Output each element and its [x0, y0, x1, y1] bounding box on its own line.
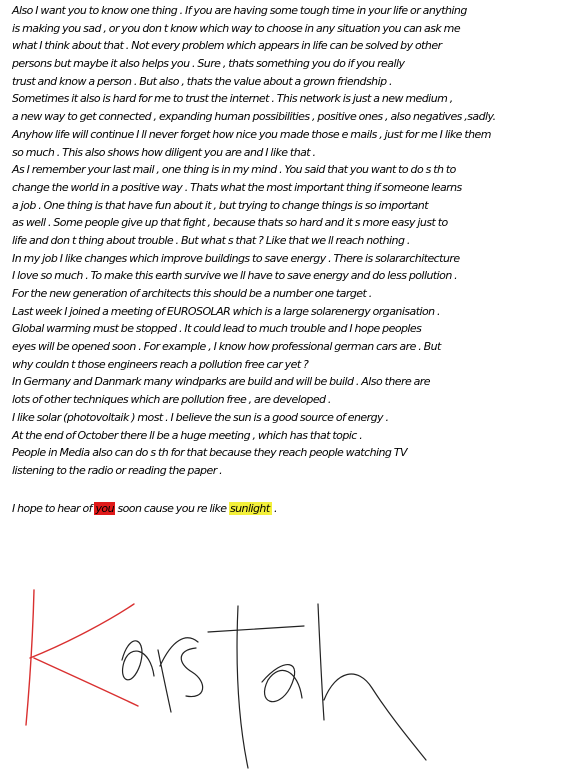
blank-line — [12, 480, 578, 498]
text-line: is making you sad , or you don t know which way to choose in any situation you can ask me — [12, 21, 461, 35]
text-line: life and don t thing about trouble . But what s that ? Like that we ll reach nothing . — [12, 233, 410, 247]
text-line: Also I want you to know one thing . If you are having some tough time in your life or anything — [12, 4, 467, 17]
signature-k-upper-arm — [30, 604, 134, 658]
handwritten-signature — [0, 570, 580, 770]
signature-e-second — [262, 665, 302, 702]
signature-e — [122, 641, 154, 680]
highlighted-word-you: you — [95, 502, 114, 516]
text-line: listening to the radio or reading the paper . — [12, 463, 223, 477]
text-line: trust and know a person . But also , thats the value about a grown friendship . — [12, 74, 392, 88]
text-line: eyes will be opened soon . For example , I know how professional german cars are . But — [12, 340, 441, 354]
text-line: a new way to get connected , expanding human possibilities , positive ones , also negatives ,sadly. — [12, 110, 496, 124]
text-line: In Germany and Danmark many windparks are build and will be build . Also there are — [12, 375, 430, 389]
text-line: as well . Some people give up that fight , because thats so hard and it s more easy just to — [12, 216, 448, 230]
text-line: In my job I like changes which improve buildings to save energy . There is solararchitecture — [12, 251, 460, 265]
letter-body — [12, 2, 578, 518]
text-line: a job . One thing is that have fun about it , but trying to change things is so important — [12, 198, 428, 212]
text-line: Global warming must be stopped . It could lead to much trouble and I hope peoples — [12, 322, 422, 336]
signature-k-lower-arm — [34, 658, 138, 706]
letter-paragraph — [12, 2, 578, 480]
text-line: lots of other techniques which are pollution free , are developed . — [12, 393, 331, 407]
signature-s — [181, 648, 202, 697]
text-line: change the world in a positive way . Thats what the most important thing if someone learns — [12, 180, 462, 194]
text-line: persons but maybe it also helps you . Sure , thats something you do if you really — [12, 57, 405, 71]
text-line: Sometimes it also is hard for me to trust the internet . This network is just a new medium , — [12, 92, 453, 106]
text-line: Anyhow life will continue I ll never forget how nice you made those e mails , just for me I like them — [12, 127, 491, 141]
closing-text-middle: soon cause you re like — [115, 502, 229, 516]
text-line: People in Media also can do s th for that because they reach people watching TV — [12, 446, 407, 460]
text-line: As I remember your last mail , one thing is in my mind . You said that you want to do s th to — [12, 163, 456, 177]
text-line: why couldn t those engineers reach a pollution free car yet ? — [12, 357, 309, 371]
signature-t-cross — [208, 626, 304, 632]
text-line: Last week I joined a meeting of EUROSOLAR which is a large solarenergy organisation . — [12, 304, 440, 318]
text-line: what I think about that . Not every problem which appears in life can be solved by other — [12, 39, 442, 53]
signature-n — [318, 604, 426, 760]
text-line: At the end of October there ll be a huge meeting , which has that topic . — [12, 428, 363, 442]
highlighted-word-sunlight: sunlight — [229, 502, 270, 516]
text-line: For the new generation of architects this should be a number one target . — [12, 287, 372, 300]
text-line: I love so much . To make this earth survive we ll have to save energy and do less pollution . — [12, 269, 458, 283]
closing-text-end: . — [271, 502, 278, 516]
closing-text-start: I hope to hear of — [12, 502, 95, 516]
text-line: I like solar (photovoltaik ) most . I believe the sun is a good source of energy . — [12, 410, 389, 424]
closing-line — [12, 500, 578, 518]
text-line: so much . This also shows how diligent you are and I like that . — [12, 145, 316, 159]
